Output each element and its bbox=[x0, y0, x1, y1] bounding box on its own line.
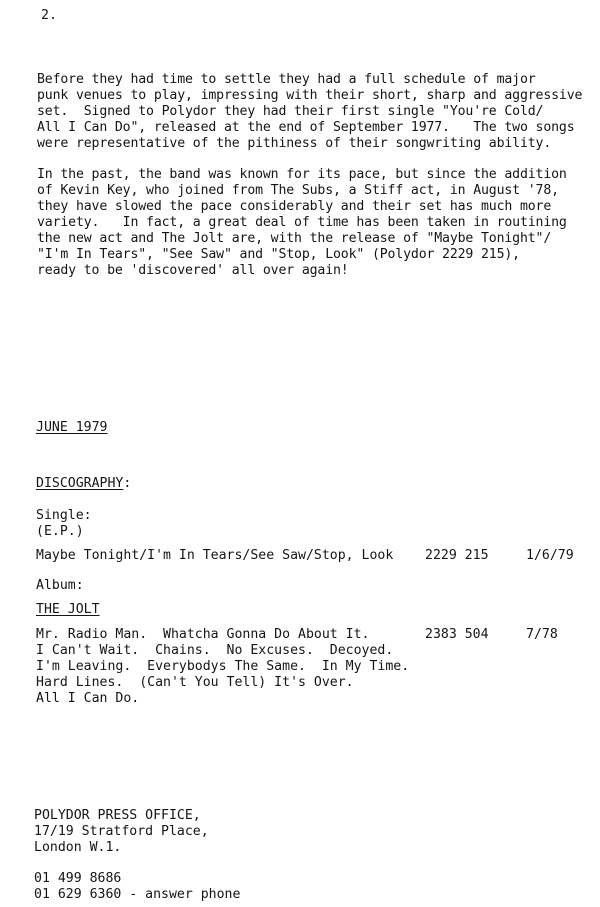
paragraph-line: Before they had time to settle they had a full schedule of major bbox=[37, 72, 536, 87]
paragraph-line: the new act and The Jolt are, with the release of "Maybe Tonight"/ bbox=[37, 231, 552, 246]
single-catalog: 2229 215 bbox=[425, 548, 489, 563]
discography-heading-colon: : bbox=[123, 476, 132, 491]
phone-number-answer: 01 629 6360 - answer phone bbox=[34, 887, 241, 902]
date-heading: JUNE 1979 bbox=[36, 420, 108, 435]
album-label: Album: bbox=[36, 578, 84, 593]
paragraph-line: ready to be 'discovered' all over again! bbox=[37, 263, 349, 278]
paragraph-line: of Kevin Key, who joined from The Subs, a Stiff act, in August '78, bbox=[37, 183, 559, 198]
paragraph-line: "I'm In Tears", "See Saw" and "Stop, Look" (Polydor 2229 215), bbox=[37, 247, 520, 262]
address-street: 17/19 Stratford Place, bbox=[34, 824, 209, 839]
paragraph-line: All I Can Do", released at the end of September 1977. The two songs bbox=[37, 120, 575, 135]
album-title: THE JOLT bbox=[36, 602, 100, 617]
paragraph-line: set. Signed to Polydor they had their first single "You're Cold/ bbox=[37, 104, 544, 119]
press-office-name: POLYDOR PRESS OFFICE, bbox=[34, 808, 201, 823]
ep-label: (E.P.) bbox=[36, 524, 84, 539]
address-city: London W.1. bbox=[34, 840, 122, 855]
track-line: All I Can Do. bbox=[36, 691, 140, 706]
paragraph-line: they have slowed the pace considerably and their set has much more bbox=[37, 199, 552, 214]
album-date: 7/78 bbox=[526, 627, 558, 642]
single-date: 1/6/79 bbox=[526, 548, 574, 563]
single-title: Maybe Tonight/I'm In Tears/See Saw/Stop, Look bbox=[36, 548, 394, 563]
discography-heading bbox=[36, 476, 131, 492]
paragraph-line: punk venues to play, impressing with their short, sharp and aggressive bbox=[37, 88, 583, 103]
track-line: Hard Lines. (Can't You Tell) It's Over. bbox=[36, 675, 354, 690]
phone-number: 01 499 8686 bbox=[34, 871, 122, 886]
album-catalog: 2383 504 bbox=[425, 627, 489, 642]
page-number: 2. bbox=[41, 8, 57, 23]
track-line: Mr. Radio Man. Whatcha Gonna Do About It. bbox=[36, 627, 370, 642]
paragraph-line: In the past, the band was known for its pace, but since the addition bbox=[37, 167, 567, 182]
paragraph-line: were representative of the pithiness of their songwriting ability. bbox=[37, 136, 552, 151]
paragraph-line: variety. In fact, a great deal of time has been taken in routining bbox=[37, 215, 567, 230]
discography-heading-text: DISCOGRAPHY bbox=[36, 476, 124, 491]
track-line: I Can't Wait. Chains. No Excuses. Decoyed. bbox=[36, 643, 394, 658]
track-line: I'm Leaving. Everybodys The Same. In My Time. bbox=[36, 659, 410, 674]
single-label: Single: bbox=[36, 508, 92, 523]
